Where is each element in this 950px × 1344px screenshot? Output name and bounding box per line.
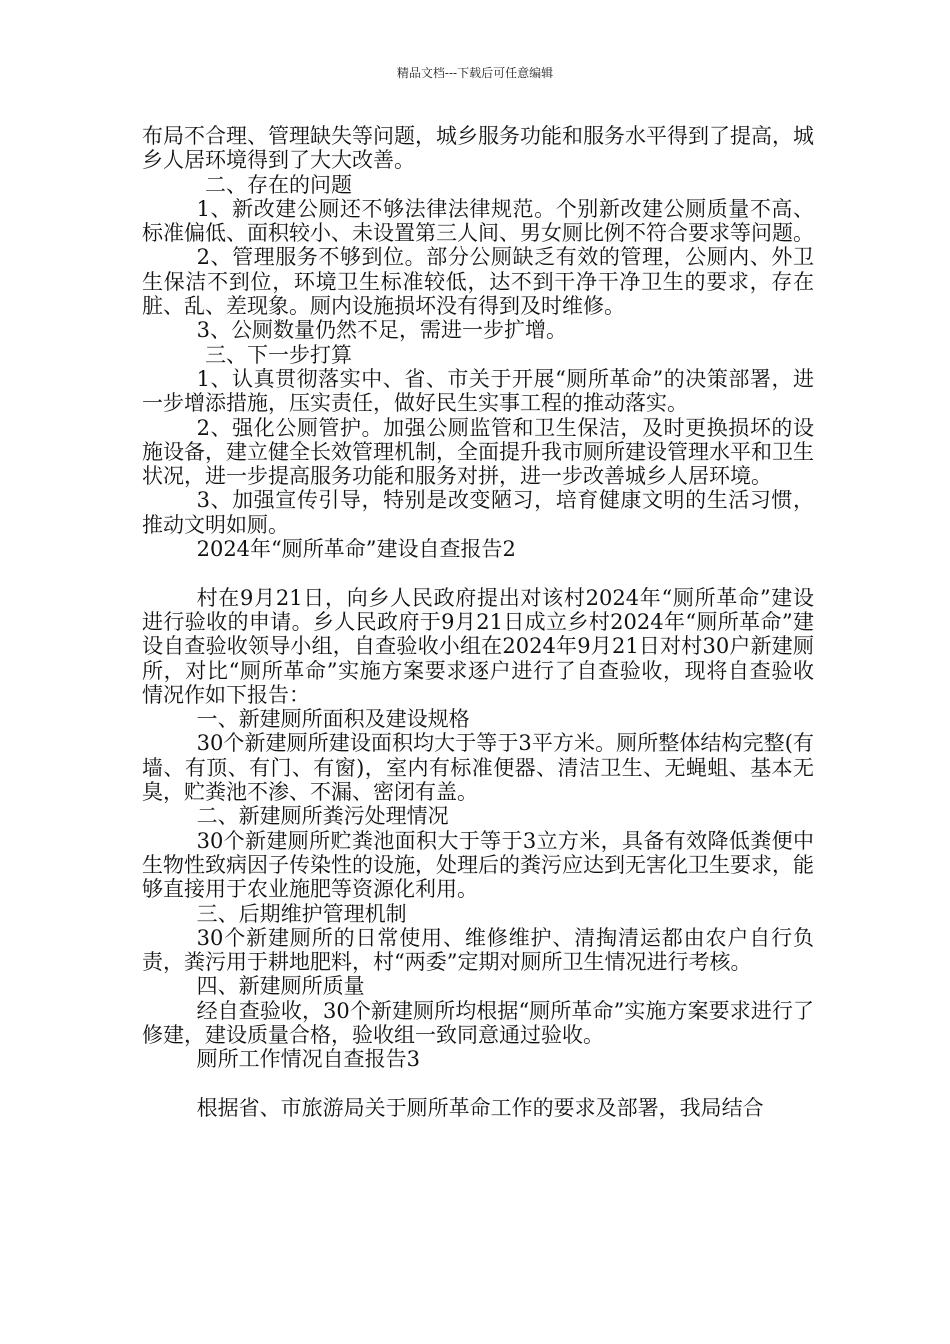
paragraph: 3、公厕数量仍然不足，需进一步扩增。	[196, 318, 567, 343]
paragraph: 二、新建厕所粪污处理情况	[196, 804, 449, 829]
page-header: 精品文档---下载后可任意编辑	[396, 66, 554, 80]
paragraph: 二、存在的问题	[205, 172, 352, 197]
paragraph: 一、新建厕所面积及建设规格	[196, 707, 470, 732]
paragraph: 3、加强宣传引导，特别是改变陋习，培育健康文明的生活习惯，推动文明如厕。	[142, 488, 814, 537]
document-body	[142, 124, 814, 1120]
paragraph: 30个新建厕所建设面积均大于等于3平方米。厕所整体结构完整(有墙、有顶、有门、有窗)，室内有标准便器、清洁卫生、无蝇蛆、基本无臭，贮粪池不渗、不漏、密闭有盖。	[142, 731, 814, 805]
paragraph: 2024年“厕所革命”建设自查报告2	[196, 537, 516, 562]
paragraph: 30个新建厕所贮粪池面积大于等于3立方米，具备有效降低粪便中生物性致病因子传染性的设施，处理后的粪污应达到无害化卫生要求，能够直接用于农业施肥等资源化利用。	[142, 828, 814, 902]
paragraph: 四、新建厕所质量	[196, 974, 365, 999]
blank-line	[142, 561, 814, 585]
paragraph: 村在9月21日，向乡人民政府提出对该村2024年“厕所革命”建设进行验收的申请。乡人民政府于9月21日成立乡村2024年“厕所革命”建设自查验收领导小组，自查验收小组在2024年9月21日对村30户新建厕所，对比“厕所革命”实施方案要求逐户进行了自查验收，现将自查验收情况作如下报告：	[142, 585, 814, 707]
paragraph: 2、强化公厕管护。加强公厕监管和卫生保洁，及时更换损坏的设施设备，建立健全长效管理机制，全面提升我市厕所建设管理水平和卫生状况，进一步提高服务功能和服务对拼，进一步改善城乡人居环境。	[142, 415, 814, 489]
paragraph: 1、认真贯彻落实中、省、市关于开展“厕所革命”的决策部署，进一步增添措施，压实责任，做好民生实事工程的推动落实。	[142, 366, 814, 416]
paragraph: 30个新建厕所的日常使用、维修维护、清掏清运都由农户自行负责，粪污用于耕地肥料，村“两委”定期对厕所卫生情况进行考核。	[142, 925, 814, 975]
blank-line	[142, 1072, 814, 1096]
paragraph: 根据省、市旅游局关于厕所革命工作的要求及部署，我局结合	[196, 1095, 764, 1120]
paragraph: 1、新改建公厕还不够法律法律规范。个别新改建公厕质量不高、标准偏低、面积较小、未设置第三人间、男女厕比例不符合要求等问题。	[142, 196, 814, 246]
paragraph: 经自查验收，30个新建厕所均根据“厕所革命”实施方案要求进行了修建，建设质量合格，验收组一致同意通过验收。	[142, 998, 814, 1047]
paragraph: 厕所工作情况自查报告3	[196, 1047, 420, 1072]
paragraph: 三、后期维护管理机制	[196, 901, 407, 926]
paragraph: 2、管理服务不够到位。部分公厕缺乏有效的管理，公厕内、外卫生保洁不到位，环境卫生标准较低，达不到干净干净卫生的要求，存在脏、乱、差现象。厕内设施损坏没有得到及时维修。	[142, 245, 814, 319]
paragraph: 布局不合理、管理缺失等问题，城乡服务功能和服务水平得到了提高，城乡人居环境得到了大大改善。	[142, 124, 814, 173]
paragraph: 三、下一步打算	[205, 342, 352, 367]
